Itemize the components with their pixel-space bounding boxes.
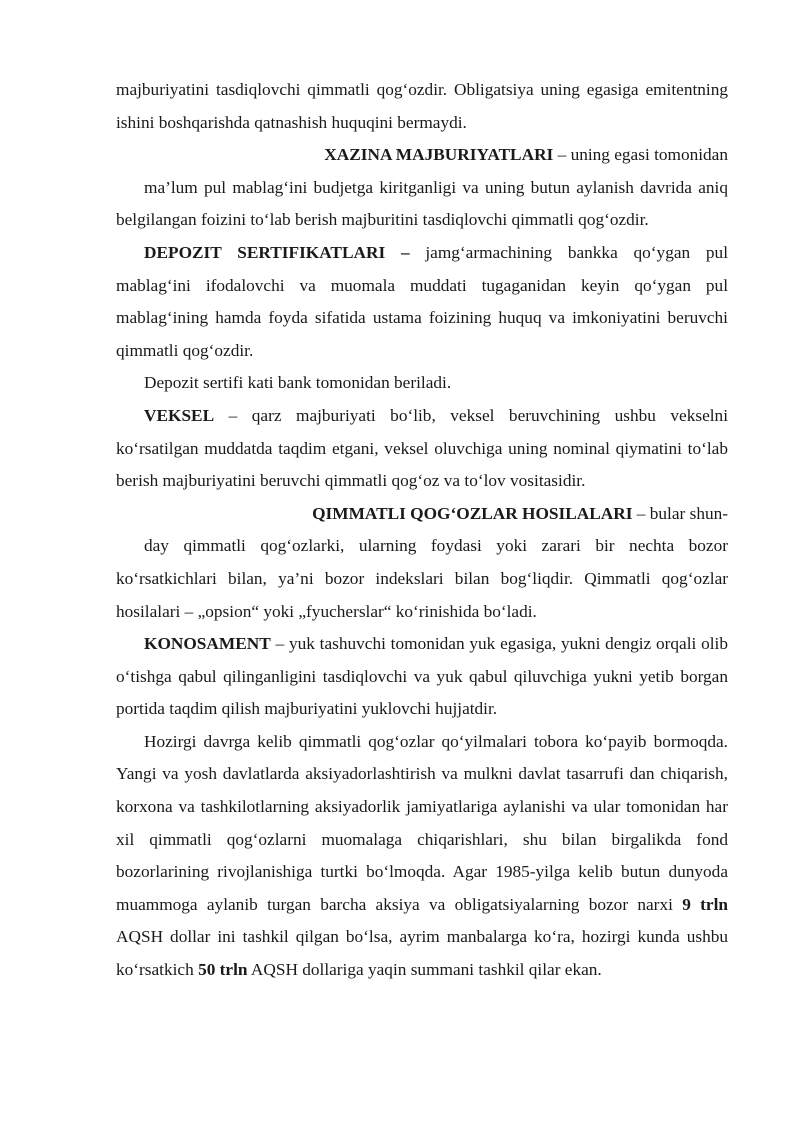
heading-qimmatli-qogozlar-hosilalari [116,498,728,531]
paragraph-qimmatli-qogozlar-hosilalari: day qimmatli qog‘ozlarki, ularning foydasi yoki zarari bir nechta bozor ko‘rsatkichlari bilan, ya’ni bozor indekslari bilan bog‘liqdir. Qimmatli qog‘ozlar hosilalari – „opsion“ yoki „fyucherslar“ ko‘rinishida bo‘ladi. [116,536,728,621]
term-konosament: KONOSAMENT [144,634,271,654]
text-segment: Hozirgi davrga kelib qimmatli qog‘ozlar qo‘yilmalari tobora ko‘payib bormoqda. Yangi va yosh davlatlarda aksiyadorlashtirish va mulkni davlat tasarrufi dan chiqarish, korxona va tashkilotlarning aksiyadorlik jamiyatlariga aylanishi va ular tomonidan har xil qimmatli qog‘ozlarni muomalaga chiqarishlari, shu bilan birgalikda fond bozorlarining rivojlanishiga turtki bo‘lmoqda. Agar 1985-yilga kelib butun dunyoda muammoga aylanib turgan barcha aksiya va obligatsiyalarning bozor narxi [116,731,728,914]
definition-text: – qarz majburiyati bo‘lib, veksel beruvchining ushbu vekselni ko‘rsatilgan muddatda taqdim etgani, veksel oluvchiga uning nominal qiymatini to‘lab berish majburiyatini beruvchi qimmatli qog‘oz va to‘lov vositasidir. [116,405,728,491]
paragraph-xazina-majburiyatlari: ma’lum pul mablag‘ini budjetga kiritganligi va uning butun aylanish davrida aniq belgilangan foizini to‘lab berish majburitini tasdiqlovchi qimmatli qog‘ozdir. [116,177,728,230]
paragraph-hozirgi-davr [116,726,728,987]
term-depozit-sertifikatlari: DEPOZIT SERTIFIKATLARI – [144,242,410,262]
paragraph-obligatsiya-end: majburiyatini tasdiqlovchi qimmatli qog‘ozdir. Obligatsiya uning egasiga emitentning ishini boshqarishda qatnashish huquqini bermaydi. [116,80,728,132]
paragraph-depozit-sertifikatlari [116,237,728,367]
paragraph-depozit-note: Depozit sertifi kati bank tomonidan beriladi. [144,373,452,393]
definition-text: – yuk tashuvchi tomonidan yuk egasiga, yukni dengiz orqali olib o‘tishga qabul qilinganligini tasdiqlovchi va yuk qabul qiluvchiga yukni yetib borgan portida taqdim qilish majburiyatini yuklovchi hujjatdir. [116,634,728,719]
heading-xazina-majburiyatlari [116,139,728,172]
definition-start: – uning egasi tomonidan [553,145,728,165]
text-segment: AQSH dollariga yaqin summani tashkil qilar ekan. [247,960,602,980]
value-9-trln: 9 trln [682,894,728,914]
document-page [116,74,728,987]
definition-start: – bular shun- [632,503,728,523]
paragraph-konosament [116,628,728,726]
term-qimmatli-qogozlar-hosilalari: QIMMATLI QOG‘OZLAR HOSILALARI [312,503,633,523]
paragraph-veksel [116,400,728,498]
value-50-trln: 50 trln [198,960,248,980]
term-veksel: VEKSEL [144,405,215,425]
definition-text: jamg‘armachining bankka qo‘ygan pul mablag‘ini ifodalovchi va muomala muddati tugaganidan keyin qo‘ygan pul mablag‘ining hamda foyda sifatida ustama foizining huquq va imkoniyatini beruvchi qimmatli qog‘ozdir. [116,242,729,360]
term-xazina-majburiyatlari: XAZINA MAJBURIYATLARI [324,145,554,165]
text-segment: AQSH dollar ini tashkil qilgan bo‘lsa, ayrim manbalarga ko‘ra, hozirgi kunda ushbu ko‘rsatkich [116,927,728,980]
